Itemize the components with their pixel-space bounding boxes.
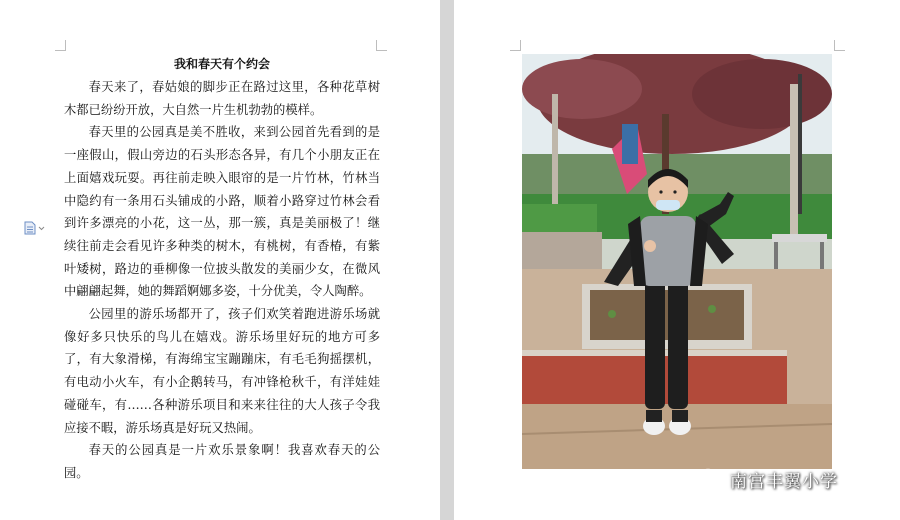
page-gutter: [440, 0, 454, 520]
document-title: 我和春天有个约会: [173, 57, 270, 71]
left-page: [0, 0, 440, 520]
paragraph: 公园里的游乐场都开了，孩子们欢笑着跑进游乐场就像好多只快乐的鸟儿在嬉戏。游乐场里好玩的地方可多了，有大象滑梯，有海绵宝宝蹦蹦床，有毛毛狗摇摆机，有电动小火车，有小企鹅转马，有冲锋枪秋千，有洋娃娃碰碰车，有……各种游乐项目和来来往往的大人孩子令我应接不暇，游乐场真是好玩又热闹。: [64, 307, 380, 435]
watermark-text: 南宫丰翼小学: [730, 471, 838, 492]
crop-mark-top-right: [376, 40, 387, 51]
paragraph: 春天来了，春姑娘的脚步正在路过这里，各种花草树木都已纷纷开放，大自然一片生机勃勃的模样。: [64, 80, 380, 117]
document-body: [64, 76, 380, 485]
paragraph: 春天里的公园真是美不胜收，来到公园首先看到的是一座假山，假山旁边的石头形态各异，有几个小朋友正在上面嬉戏玩耍。再往前走映入眼帘的是一片竹林，竹林当中隐约有一条用石头铺成的小路，顺着小路穿过竹林会看到许多漂亮的小花，这一丛，那一簇，真是美丽极了！继续往前走会看见许多种类的树木，有桃树，有香椿，有紫叶矮树，路边的垂柳像一位披头散发的美丽少女，在微风中翩翩起舞，她的舞蹈婀娜多姿，十分优美，令人陶醉。: [64, 125, 380, 299]
paragraph: 春天的公园真是一片欢乐景象啊！我喜欢春天的公园。: [64, 443, 380, 480]
photo-boy-in-park[interactable]: [522, 54, 832, 469]
right-page: [454, 0, 900, 520]
wechat-icon: [698, 468, 724, 490]
crop-mark-top-left: [55, 40, 66, 51]
crop-mark-top-right: [834, 40, 845, 51]
document-icon[interactable]: [24, 220, 46, 234]
watermark: [698, 466, 838, 492]
crop-mark-top-left: [510, 40, 521, 51]
